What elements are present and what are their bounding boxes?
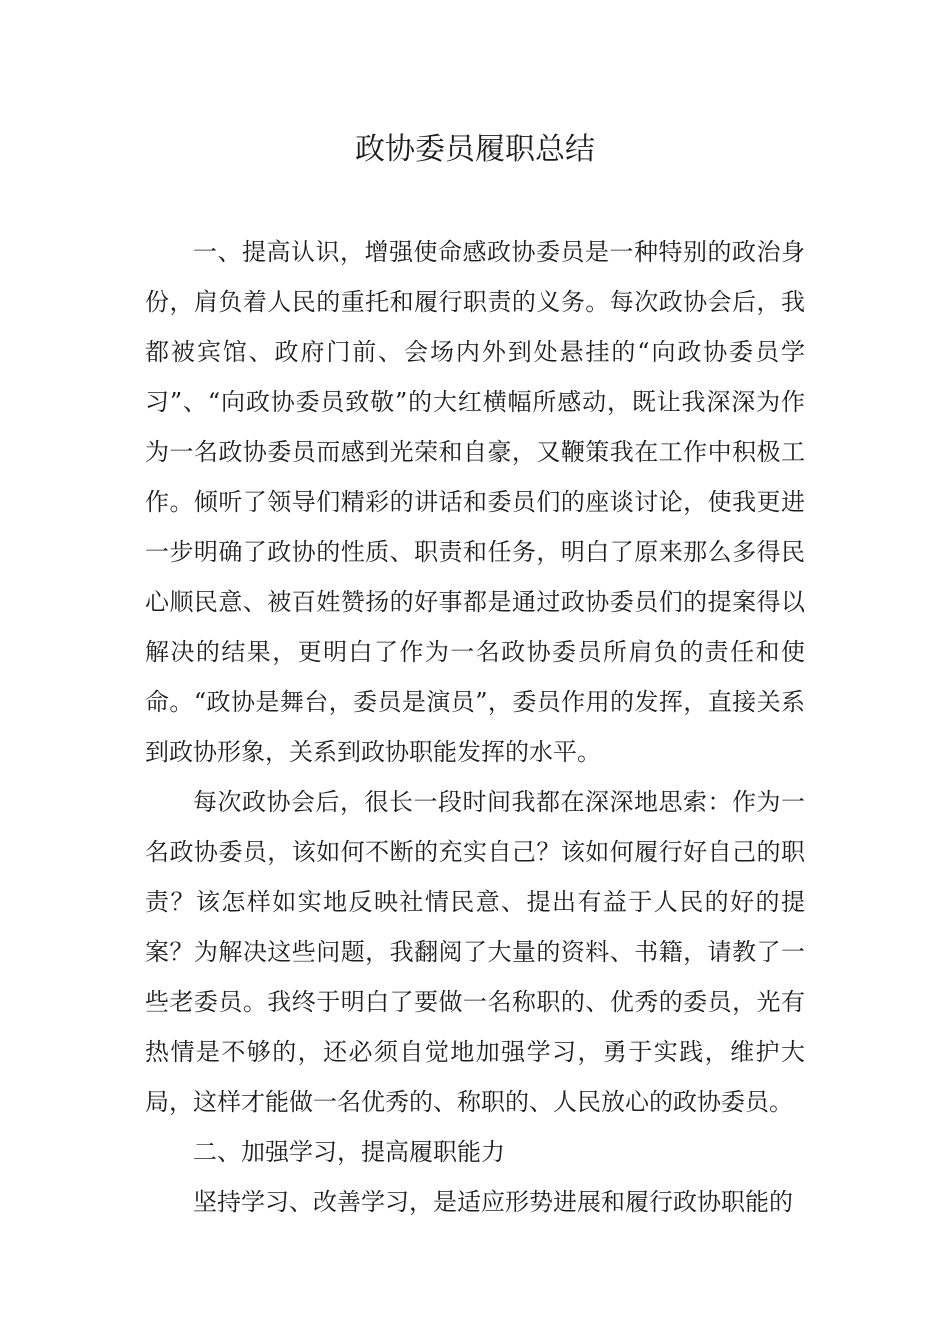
paragraph-2: 每次政协会后，很长一段时间我都在深深地思索：作为一名政协委员，该如何不断的充实自己？该如何履行好自己的职责？该怎样如实地反映社情民意、提出有益于人民的好的提案？为解决这些问题，我翻阅了大量的资料、书籍，请教了一些老委员。我终于明白了要做一名称职的、优秀的委员，光有热情是不够的，还必须自觉地加强学习，勇于实践，维护大局，这样才能做一名优秀的、称职的、人民放心的政协委员。 xyxy=(145,788,805,1116)
paragraph-1: 一、提高认识，增强使命感政协委员是一种特别的政治身份，肩负着人民的重托和履行职责的义务。每次政协会后，我都被宾馆、政府门前、会场内外到处悬挂的“向政协委员学习”、“向政协委员致敬”的大红横幅所感动，既让我深深为作为一名政协委员而感到光荣和自豪，又鞭策我在工作中积极工作。倾听了领导们精彩的讲话和委员们的座谈讨论，使我更进一步明确了政协的性质、职责和任务，明白了原来那么多得民心顺民意、被百姓赞扬的好事都是通过政协委员们的提案得以解决的结果，更明白了作为一名政协委员所肩负的责任和使命。“政协是舞台，委员是演员”，委员作用的发挥，直接关系到政协形象，关系到政协职能发挥的水平。 xyxy=(145,238,805,766)
document-body xyxy=(145,227,805,1227)
section-heading-2: 二、加强学习，提高履职能力 xyxy=(193,1138,505,1166)
paragraph-3: 坚持学习、改善学习，是适应形势进展和履行政协职能的 xyxy=(193,1188,793,1216)
page-title: 政协委员履职总结 xyxy=(355,132,595,167)
